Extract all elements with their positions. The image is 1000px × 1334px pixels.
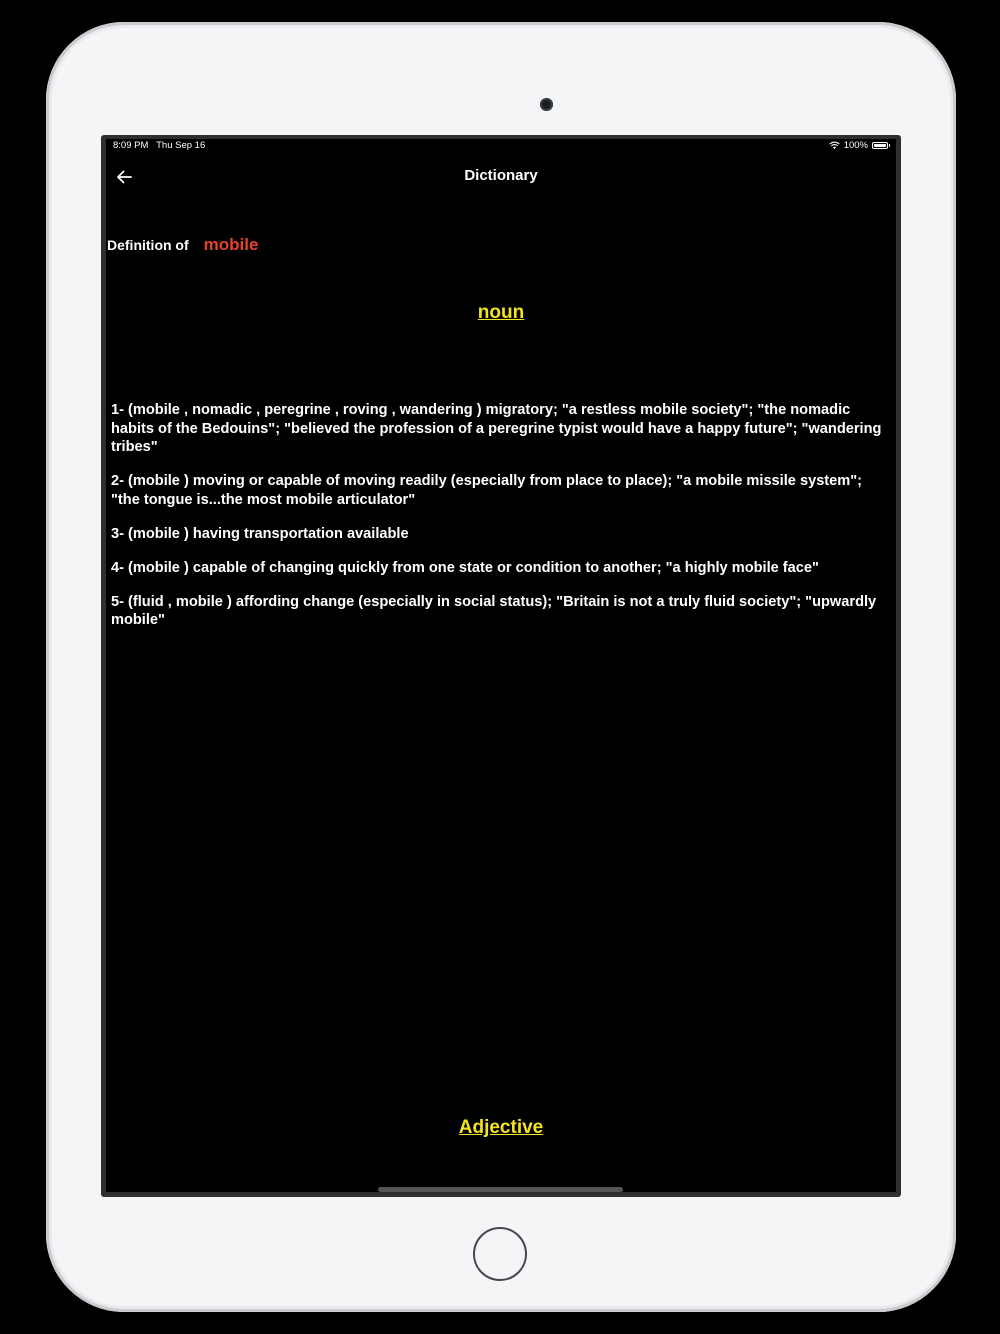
status-indicators [829,140,888,151]
definition-list [111,401,893,645]
battery-icon [872,142,888,149]
definition-item-4: 4- (mobile ) capable of changing quickly from one state or condition to another; "a highly mobile face" [111,559,819,576]
home-indicator[interactable] [378,1187,623,1192]
definition-label: Definition of [107,237,189,253]
battery-percent: 100% [843,140,868,151]
definition-header [107,235,258,255]
app-screen [106,139,896,1192]
home-button[interactable] [473,1227,527,1281]
wifi-icon [829,141,840,150]
definition-word: mobile [203,235,259,254]
page-title: Dictionary [464,167,538,184]
definition-item-2: 2- (mobile ) moving or capable of moving readily (especially from place to place); "a mobile missile system"; "the tongue is...the most mobile articulator" [111,473,863,508]
status-bar [106,139,896,153]
definition-item-3: 3- (mobile ) having transportation available [111,525,409,542]
noun-section-link[interactable]: noun [477,302,525,323]
adjective-section-link[interactable]: Adjective [458,1117,544,1138]
front-camera [540,98,553,111]
navigation-bar [106,159,896,195]
definition-item-5: 5- (fluid , mobile ) affording change (especially in social status); "Britain is not a truly fluid society"; "upwardly mobile" [111,593,877,628]
definition-item-1: 1- (mobile , nomadic , peregrine , roving , wandering ) migratory; "a restless mobile society"; "the nomadic habits of the Bedouins"; "believed the profession of a peregrine typist would have a happy future"; "wandering tribes" [111,402,882,455]
status-time: 8:09 PM Thu Sep 16 [113,140,206,151]
